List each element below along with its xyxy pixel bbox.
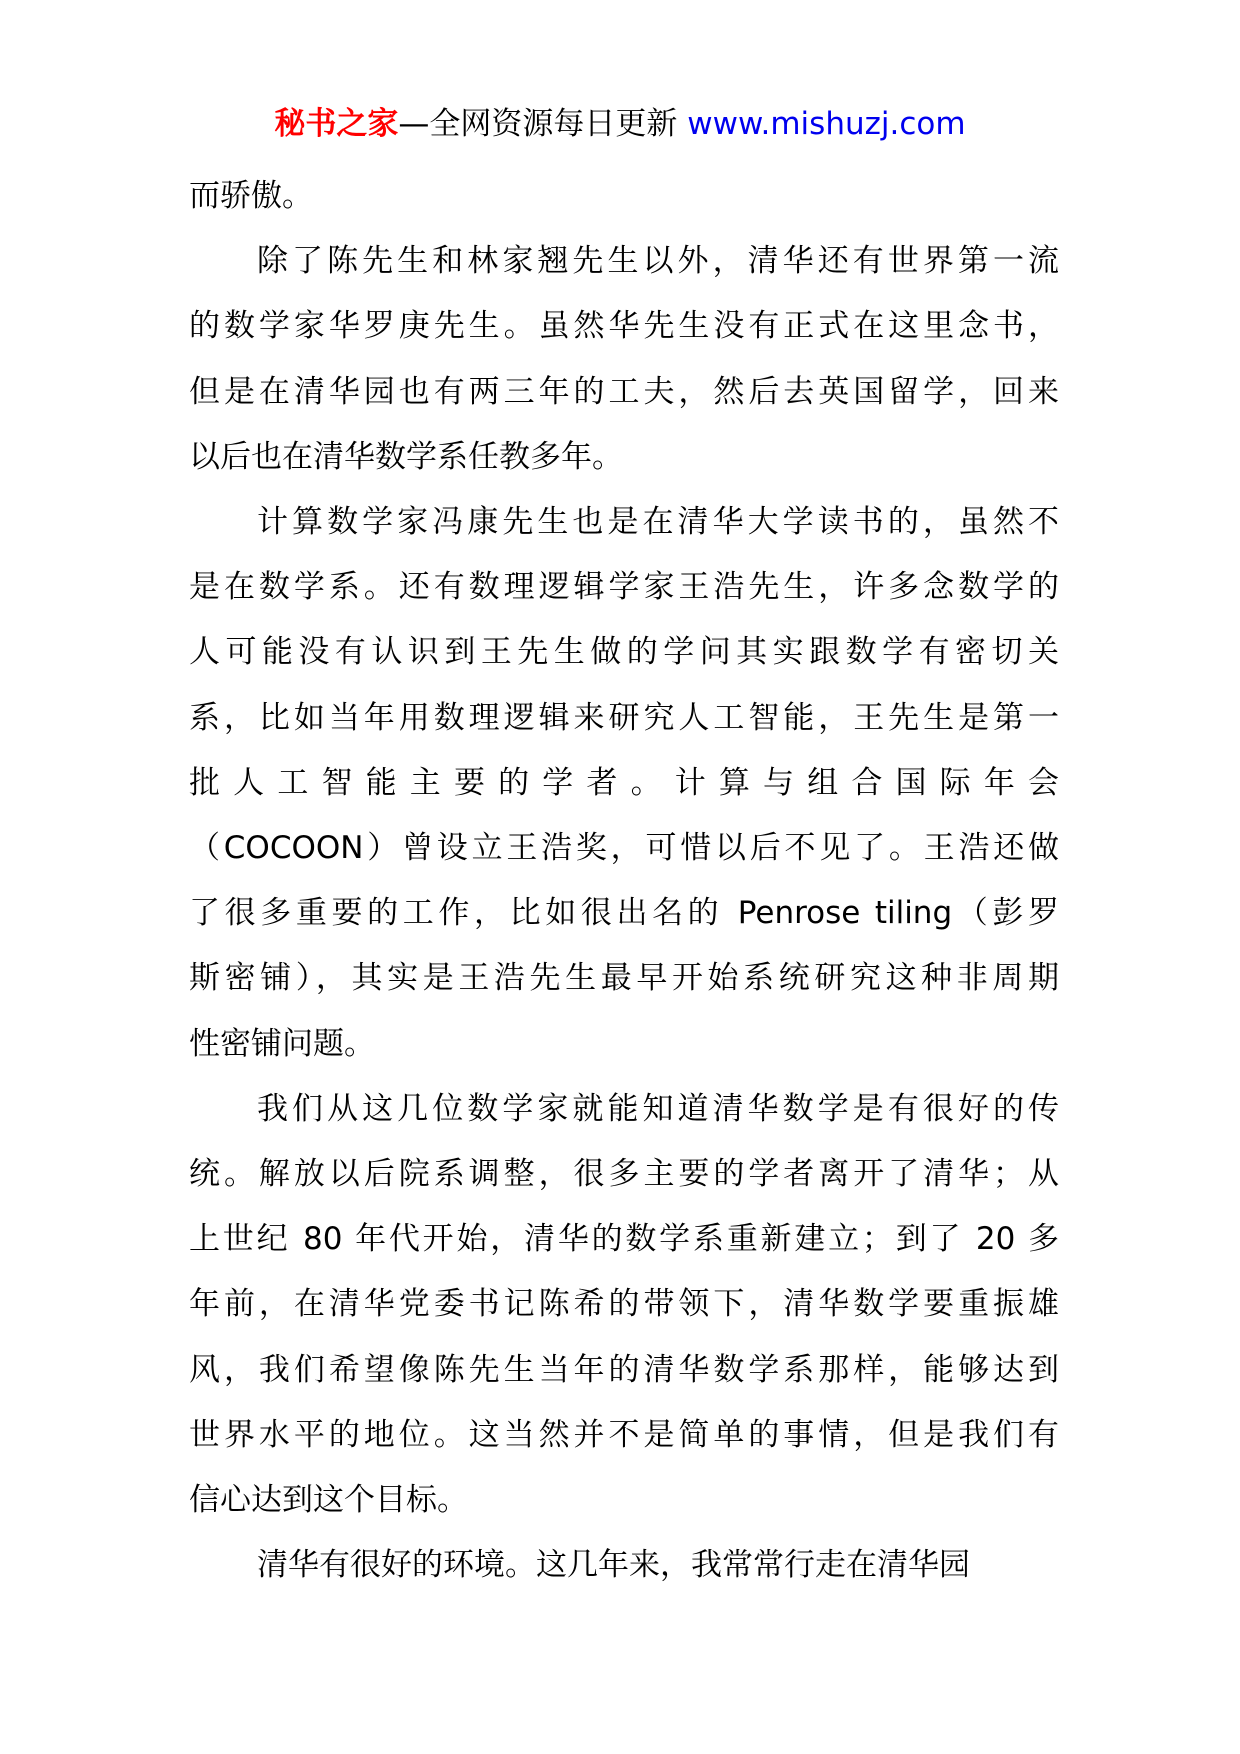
text-line: 世界水平的地位。这当然并不是简单的事情，但是我们有 bbox=[189, 1416, 1059, 1453]
site-url-link[interactable]: www.mishuzj.com bbox=[687, 106, 966, 142]
text-line: 信心达到这个目标。 bbox=[189, 1482, 468, 1519]
text-line: 批人工智能主要的学者。计算与组合国际年会 bbox=[189, 764, 1059, 801]
text-line: 年前，在清华党委书记陈希的带领下，清华数学要重振雄 bbox=[189, 1286, 1059, 1323]
text-line: 是在数学系。还有数理逻辑学家王浩先生，许多念数学的 bbox=[189, 569, 1059, 606]
text-line: 了很多重要的工作，比如很出名的 Penrose tiling（彭罗 bbox=[189, 895, 1059, 932]
text-line: 但是在清华园也有两三年的工夫，然后去英国留学，回来 bbox=[189, 373, 1059, 410]
paragraph bbox=[189, 1077, 1059, 1533]
paragraph bbox=[189, 1533, 1059, 1598]
paragraph bbox=[189, 164, 1059, 229]
text-line: 的数学家华罗庚先生。虽然华先生没有正式在这里念书， bbox=[189, 308, 1059, 345]
document-body bbox=[189, 164, 1059, 1598]
text-line: 上世纪 80 年代开始，清华的数学系重新建立；到了 20 多 bbox=[189, 1221, 1059, 1258]
text-line: 统。解放以后院系调整，很多主要的学者离开了清华；从 bbox=[189, 1156, 1059, 1193]
text-line: 清华有很好的环境。这几年来，我常常行走在清华园 bbox=[257, 1547, 970, 1584]
brand-name: 秘书之家 bbox=[274, 106, 399, 142]
site-header bbox=[0, 100, 1240, 148]
paragraph bbox=[189, 229, 1059, 490]
text-line: 除了陈先生和林家翘先生以外，清华还有世界第一流 bbox=[257, 243, 1059, 280]
text-line: 以后也在清华数学系任教多年。 bbox=[189, 438, 623, 475]
text-line: 人可能没有认识到王先生做的学问其实跟数学有密切关 bbox=[189, 634, 1059, 671]
text-line: （COCOON）曾设立王浩奖，可惜以后不见了。王浩还做 bbox=[189, 830, 1059, 867]
text-line: 斯密铺），其实是王浩先生最早开始系统研究这种非周期 bbox=[189, 960, 1059, 997]
text-line: 我们从这几位数学家就能知道清华数学是有很好的传 bbox=[257, 1090, 1059, 1127]
text-line: 风，我们希望像陈先生当年的清华数学系那样，能够达到 bbox=[189, 1351, 1059, 1388]
site-tagline: —全网资源每日更新 bbox=[398, 106, 678, 142]
text-line: 而骄傲。 bbox=[189, 178, 313, 214]
paragraph bbox=[189, 490, 1059, 1077]
text-line: 计算数学家冯康先生也是在清华大学读书的，虽然不 bbox=[257, 504, 1059, 541]
text-line: 系，比如当年用数理逻辑来研究人工智能，王先生是第一 bbox=[189, 699, 1059, 736]
text-line: 性密铺问题。 bbox=[189, 1025, 375, 1062]
